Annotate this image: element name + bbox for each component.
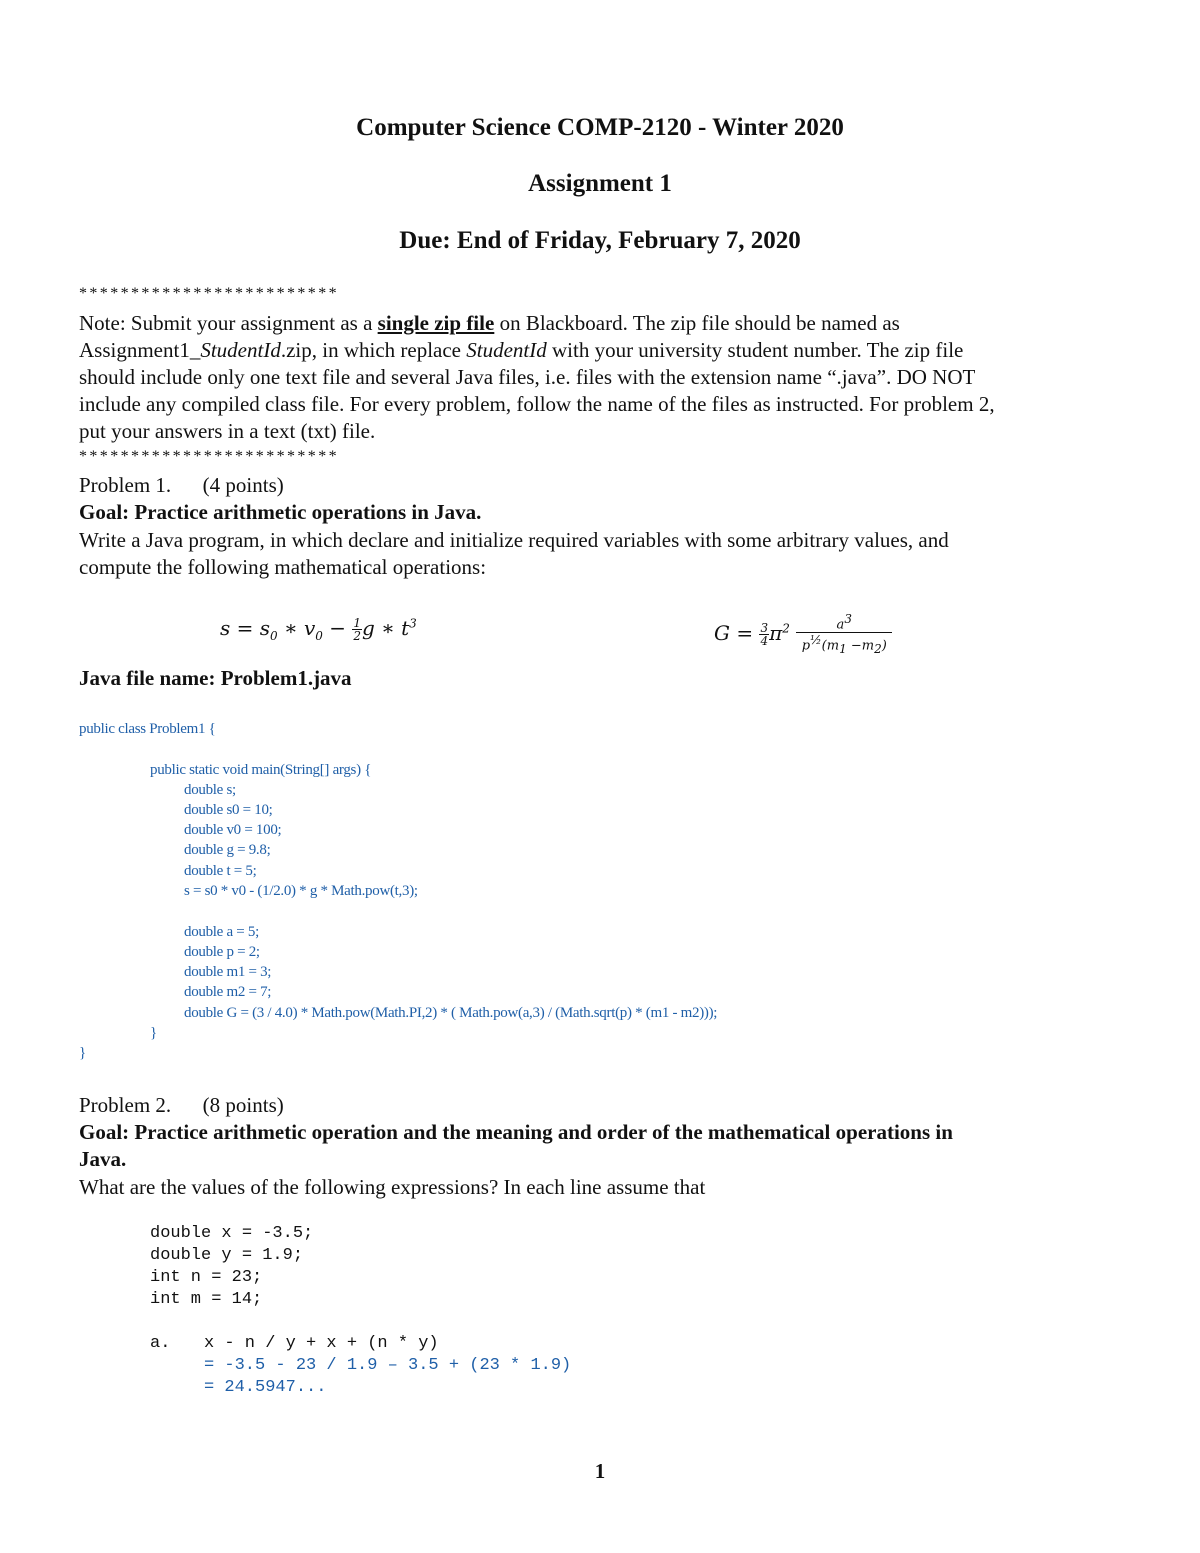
code-line: double a = 5; [184, 924, 259, 940]
part-a-step-2: = 24.5947... [204, 1378, 327, 1397]
decl-line: int m = 14; [150, 1290, 263, 1309]
problem1-desc-1: Write a Java program, in which declare and initialize required variables with some arbitrary values, and [79, 528, 949, 552]
code-line: double G = (3 / 4.0) * Math.pow(Math.PI,2) * ( Math.pow(a,3) / (Math.sqrt(p) * (m1 - m2))); [184, 1005, 718, 1021]
code-line: s = s0 * v0 - (1/2.0) * g * Math.pow(t,3); [184, 883, 418, 899]
code-line: double m1 = 3; [184, 964, 272, 980]
note-text: on Blackboard. The zip file should be named as [494, 311, 900, 335]
decl-line: double x = -3.5; [150, 1224, 314, 1243]
note-line-5: put your answers in a text (txt) file. [79, 419, 376, 443]
code-line: } [79, 1045, 86, 1061]
stars-divider-top: ************************* [79, 285, 339, 302]
code-line: } [150, 1025, 157, 1041]
equation-s: $s = s_0$ ∗ $v_0$ − $\frac{1}{2}$ g ∗ $t^3$ [220, 616, 417, 643]
problem2-goal-2: Java. [79, 1147, 127, 1171]
page-number: 1 [594, 1459, 606, 1483]
note-line-4: include any compiled class file. For every problem, follow the name of the files as instructed. For problem 2, [79, 392, 995, 416]
student-id-emphasis: StudentId [466, 338, 547, 362]
part-a-label: a. [150, 1334, 171, 1353]
due-date: Due: End of Friday, February 7, 2020 [399, 227, 801, 254]
code-line: public class Problem1 { [79, 721, 216, 737]
note-text: Note: Submit your assignment as a [79, 311, 378, 335]
note-text: with your university student number. The zip file [546, 338, 964, 362]
single-zip-emphasis: single zip file [377, 311, 495, 335]
note-line-1 [79, 311, 900, 336]
code-line: double s0 = 10; [184, 802, 273, 818]
code-line: double g = 9.8; [184, 842, 271, 858]
student-id-emphasis: StudentId [200, 338, 281, 362]
equation-g: G = $\frac{3}{4}$ $\pi^2$ $\frac{a^3}{p^{\frac{1}{2}}(m_1 -m_2)}$ [714, 612, 892, 657]
code-line: double p = 2; [184, 944, 260, 960]
problem1-title: Problem 1. (4 points) [79, 473, 284, 497]
problem2-goal-1: Goal: Practice arithmetic operation and the meaning and order of the mathematical operations in [79, 1120, 953, 1144]
note-line-2 [79, 338, 963, 363]
note-line-3: should include only one text file and several Java files, i.e. files with the extension name “.java”. DO NOT [79, 365, 976, 389]
problem2-title: Problem 2. (8 points) [79, 1093, 284, 1117]
course-title: Computer Science COMP-2120 - Winter 2020 [356, 114, 844, 141]
note-text: Assignment1_ [79, 338, 201, 362]
code-line: double s; [184, 782, 236, 798]
problem1-file-name: Java file name: Problem1.java [79, 666, 352, 690]
stars-divider-bottom: ************************* [79, 448, 339, 465]
part-a-step-1: = -3.5 - 23 / 1.9 – 3.5 + (23 * 1.9) [204, 1356, 572, 1375]
decl-line: double y = 1.9; [150, 1246, 304, 1265]
problem1-desc-2: compute the following mathematical operations: [79, 555, 487, 579]
code-line: double m2 = 7; [184, 984, 272, 1000]
note-text: .zip, in which replace [280, 338, 467, 362]
problem2-desc: What are the values of the following expressions? In each line assume that [79, 1175, 706, 1199]
assignment-title: Assignment 1 [528, 170, 672, 197]
code-line: double t = 5; [184, 863, 257, 879]
code-line: public static void main(String[] args) { [150, 762, 372, 778]
part-a-expression: x - n / y + x + (n * y) [204, 1334, 439, 1353]
decl-line: int n = 23; [150, 1268, 263, 1287]
problem1-goal: Goal: Practice arithmetic operations in Java. [79, 500, 482, 524]
code-line: double v0 = 100; [184, 822, 282, 838]
